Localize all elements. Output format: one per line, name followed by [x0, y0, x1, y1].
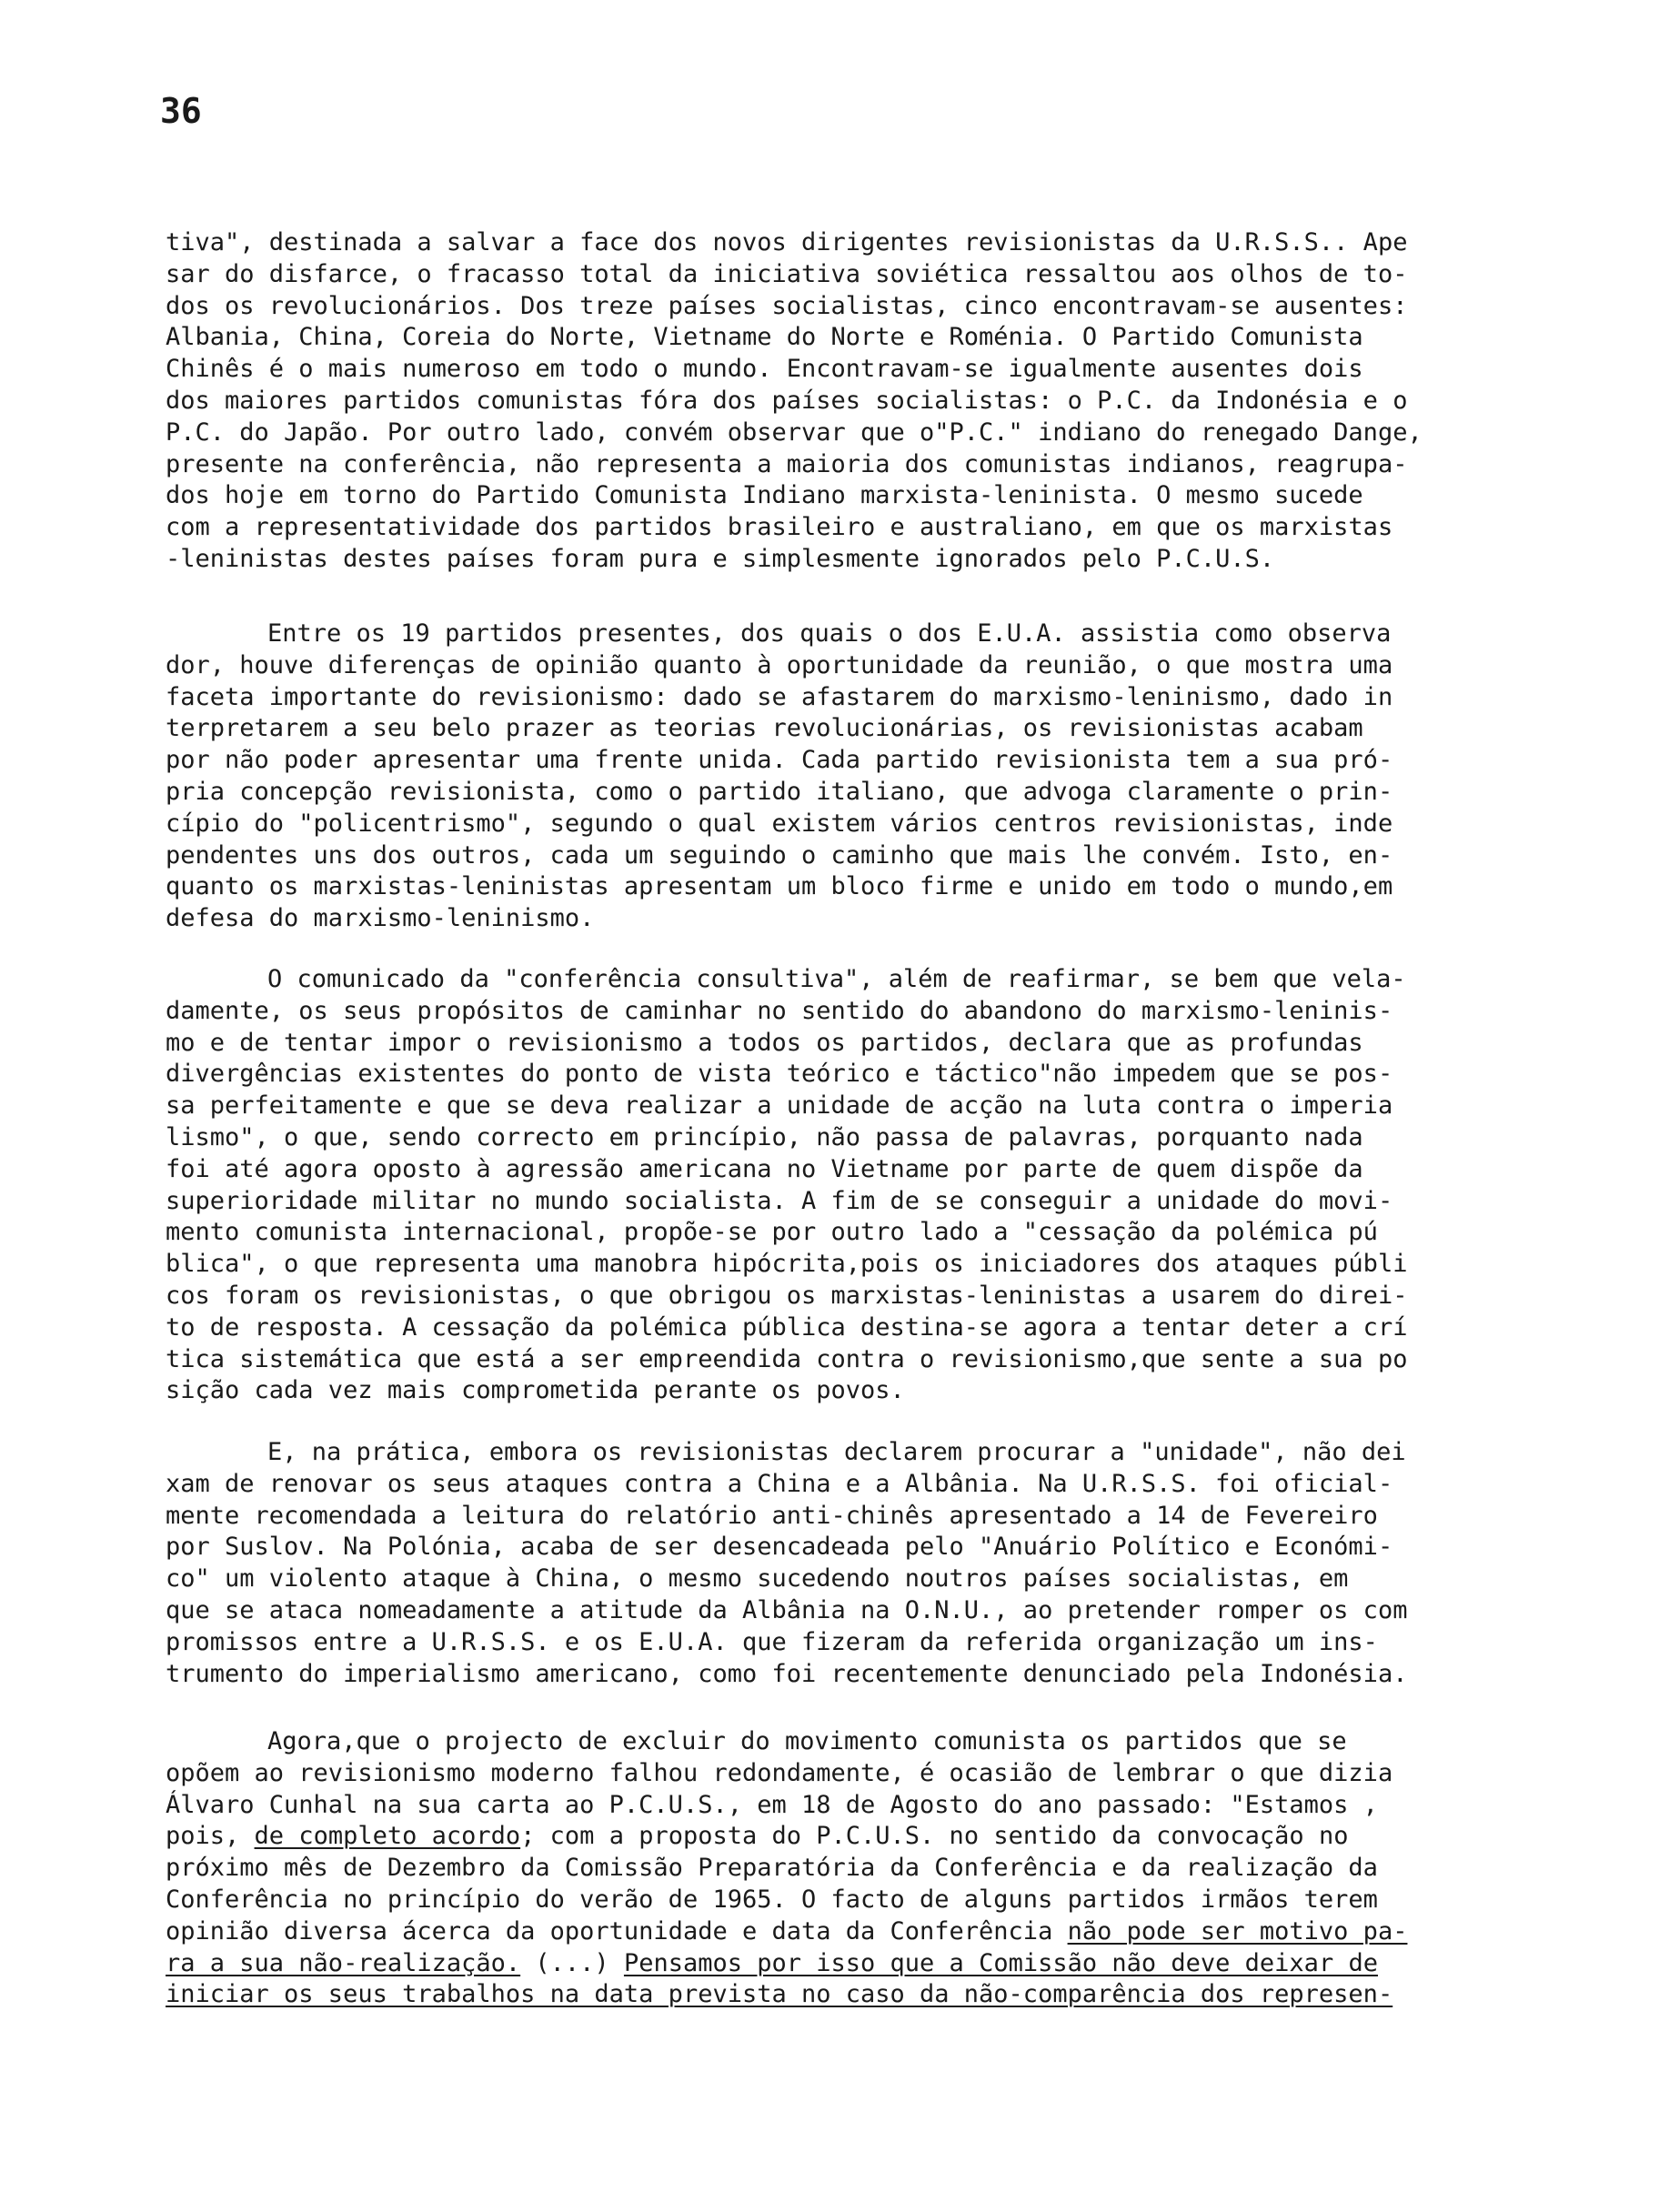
- underlined-phrase: Pensamos por isso que a Comissão não deve deixar de: [623, 1948, 1378, 1977]
- text-line: cos foram os revisionistas, o que obrigou os marxistas-leninistas a usarem do direi-: [166, 1281, 1408, 1310]
- text-line: divergências existentes do ponto de vista teórico e táctico"não impedem que se pos-: [166, 1060, 1393, 1089]
- text-line: sar do disfarce, o fracasso total da iniciativa soviética ressaltou aos olhos de to-: [166, 259, 1408, 288]
- paragraph-5: [166, 1726, 1503, 2011]
- text-line: quanto os marxistas-leninistas apresentam um bloco firme e unido em todo o mundo,em: [166, 872, 1393, 901]
- text-line: to de resposta. A cessação da polémica pública destina-se agora a tentar deter a crí: [166, 1312, 1408, 1342]
- text-line: E, na prática, embora os revisionistas declarem procurar a "unidade", não dei: [267, 1438, 1406, 1466]
- text-line: sição cada vez mais comprometida perante os povos.: [166, 1376, 905, 1405]
- text-line: defesa do marxismo-leninismo.: [166, 904, 595, 933]
- text-line: dor, houve diferenças de opinião quanto à oportunidade da reunião, o que mostra uma: [166, 650, 1393, 679]
- text-line: Conferência no princípio do verão de 1965. O facto de alguns partidos irmãos terem: [166, 1885, 1378, 1914]
- text-line: sa perfeitamente e que se deva realizar a unidade de acção na luta contra o imperia: [166, 1091, 1393, 1121]
- paragraph-2: [166, 618, 1503, 935]
- text-line: P.C. do Japão. Por outro lado, convém observar que o"P.C." indiano do renegado Dange,: [166, 417, 1423, 447]
- text-line: por Suslov. Na Polónia, acaba de ser desencadeada pelo "Anuário Político e Económi-: [166, 1533, 1393, 1562]
- text-line: Chinês é o mais numeroso em todo o mundo. Encontravam-se igualmente ausentes dois: [166, 355, 1363, 384]
- text-line: superioridade militar no mundo socialista. A fim de se conseguir a unidade do movi-: [166, 1186, 1393, 1215]
- underlined-phrase: não pode ser motivo pa-: [1067, 1916, 1408, 1946]
- underlined-phrase: de completo acordo: [254, 1822, 521, 1851]
- text-line: dos os revolucionários. Dos treze países socialistas, cinco encontravam-se ausentes:: [166, 291, 1408, 320]
- text-line: O comunicado da "conferência consultiva", além de reafirmar, se bem que vela-: [267, 965, 1406, 993]
- text-line: foi até agora oposto à agressão americana no Vietname por parte de quem dispõe da: [166, 1154, 1363, 1183]
- text-line: lismo", o que, sendo correcto em princípio, não passa de palavras, porquanto nada: [166, 1122, 1363, 1151]
- paragraph-3: [166, 964, 1503, 1407]
- text-line: Álvaro Cunhal na sua carta ao P.C.U.S., em 18 de Agosto do ano passado: "Estamos ,: [166, 1790, 1378, 1819]
- text-line: pendentes uns dos outros, cada um seguindo o caminho que mais lhe convém. Isto, en-: [166, 840, 1393, 870]
- text-line: Albania, China, Coreia do Norte, Vietname do Norte e Roménia. O Partido Comunista: [166, 323, 1363, 352]
- text-line-with-underline: [166, 1948, 1503, 1980]
- text-line: próximo mês de Dezembro da Comissão Preparatória da Conferência e da realização da: [166, 1854, 1378, 1883]
- text-line: -leninistas destes países foram pura e simplesmente ignorados pelo P.C.U.S.: [166, 544, 1275, 573]
- text-line: tiva", destinada a salvar a face dos novos dirigentes revisionistas da U.R.S.S.. Ape: [166, 228, 1408, 256]
- text-span: pois,: [166, 1822, 255, 1851]
- text-line: tica sistemática que está a ser empreendida contra o revisionismo,que sente a sua po: [166, 1344, 1408, 1373]
- underlined-phrase: ra a sua não-realização.: [166, 1948, 521, 1977]
- text-line: xam de renovar os seus ataques contra a China e a Albânia. Na U.R.S.S. foi oficial-: [166, 1469, 1393, 1498]
- text-line: terpretarem a seu belo prazer as teorias revolucionárias, os revisionistas acabam: [166, 714, 1363, 743]
- underlined-phrase: iniciar os seus trabalhos na data prevista no caso da não-comparência dos represen-: [166, 1980, 1393, 2009]
- text-span: (...): [520, 1948, 624, 1977]
- text-line: Entre os 19 partidos presentes, dos quais o dos E.U.A. assistia como observa: [267, 619, 1392, 648]
- text-line: dos hoje em torno do Partido Comunista Indiano marxista-leninista. O mesmo sucede: [166, 481, 1363, 510]
- text-span: opinião diversa ácerca da oportunidade e data da Conferência: [166, 1916, 1068, 1946]
- text-line: promissos entre a U.R.S.S. e os E.U.A. que fizeram da referida organização um ins-: [166, 1627, 1378, 1656]
- text-line: blica", o que representa uma manobra hipócrita,pois os iniciadores dos ataques públi: [166, 1250, 1408, 1279]
- paragraph-1: [166, 227, 1503, 576]
- text-line: com a representatividade dos partidos brasileiro e australiano, em que os marxistas: [166, 513, 1393, 542]
- text-line: dos maiores partidos comunistas fóra dos países socialistas: o P.C. da Indonésia e o: [166, 386, 1408, 415]
- text-line: opõem ao revisionismo moderno falhou redondamente, é ocasião de lembrar o que dizia: [166, 1758, 1393, 1787]
- text-line: co" um violento ataque à China, o mesmo sucedendo noutros países socialistas, em: [166, 1564, 1349, 1594]
- text-span: ; com a proposta do P.C.U.S. no sentido da convocação no: [520, 1822, 1349, 1851]
- text-line: mente recomendada a leitura do relatório anti-chinês apresentado a 14 de Fevereiro: [166, 1501, 1378, 1530]
- text-line: por não poder apresentar uma frente unida. Cada partido revisionista tem a sua pró-: [166, 746, 1393, 775]
- text-line-with-underline: [166, 1979, 1503, 2011]
- text-line: presente na conferência, não representa a maioria dos comunistas indianos, reagrupa-: [166, 449, 1408, 478]
- text-line: Agora,que o projecto de excluir do movimento comunista os partidos que se: [267, 1727, 1347, 1755]
- text-line: faceta importante do revisionismo: dado se afastarem do marxismo-leninismo, dado in: [166, 682, 1393, 711]
- text-line: que se ataca nomeadamente a atitude da Albânia na O.N.U., ao pretender romper os com: [166, 1595, 1408, 1624]
- text-line: cípio do "policentrismo", segundo o qual existem vários centros revisionistas, inde: [166, 809, 1393, 838]
- text-line: damente, os seus propósitos de caminhar no sentido do abandono do marxismo-leninis-: [166, 996, 1393, 1025]
- text-line: mo e de tentar impor o revisionismo a todos os partidos, declara que as profundas: [166, 1028, 1363, 1057]
- text-line: pria concepção revisionista, como o partido italiano, que advoga claramente o prin-: [166, 777, 1393, 806]
- text-line-with-underline: [166, 1916, 1503, 1948]
- page-number: 36: [160, 91, 202, 131]
- text-line: mento comunista internacional, propõe-se por outro lado a "cessação da polémica pú: [166, 1218, 1378, 1247]
- text-line: trumento do imperialismo americano, como foi recentemente denunciado pela Indonésia.: [166, 1659, 1408, 1688]
- paragraph-4: [166, 1437, 1503, 1690]
- text-line-with-underline: [166, 1821, 1503, 1853]
